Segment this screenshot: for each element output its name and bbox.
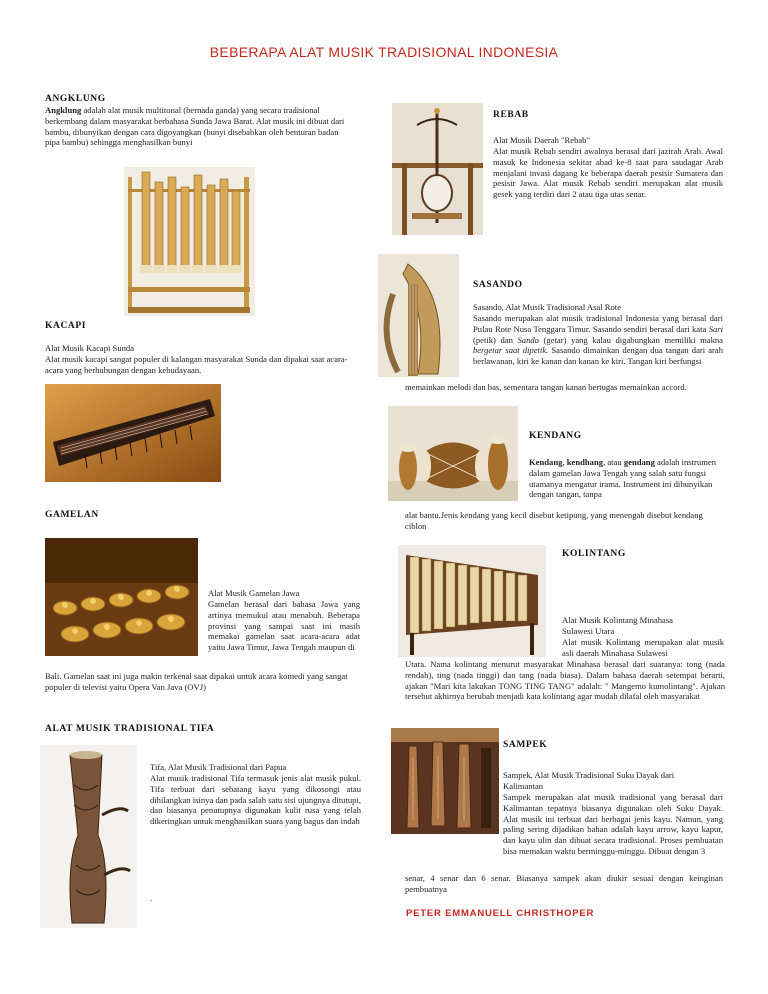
kendang-term-2: kendhang: [566, 457, 604, 467]
kendang-term-1: Kendang: [529, 457, 563, 467]
sampek-text-cont: senar, 4 senar dan 6 senar. Biasanya sampek akan diukir sesuai dengan keinginan pembuatnya: [405, 873, 723, 894]
kendang-image: [388, 406, 518, 501]
kacapi-image: [45, 384, 221, 482]
angklung-text: [45, 105, 351, 148]
sasando-heading: SASANDO: [473, 280, 523, 290]
kendang-separator-2: , atau: [603, 457, 622, 467]
gamelan-text-cont: Bali. Gamelan saat ini juga makin terkenal saat dipakai untuk acara komedi yang sangat populer di televisi yaitu Opera Van Java (OVJ): [45, 671, 348, 692]
tifa-dot: .: [150, 893, 153, 903]
sasando-text: [473, 313, 723, 367]
kendang-text-part1: adalah instrumen dalam gamelan Jawa Tengah yang salah satu fungsi utamanya mengatur irama.: [529, 457, 716, 489]
sasando-image: [378, 254, 459, 377]
rebab-heading: REBAB: [493, 110, 529, 120]
gamelan-image: [45, 538, 198, 656]
sasando-subtitle: Sasando, Alat Musik Tradisional Asal Rote: [473, 302, 622, 312]
angklung-description: adalah alat musik multitonal (bernada ganda) yang secara tradisional berkembang dalam masyarakat berbahasa Sunda Jawa Barat. Alat musik ini dibuat dari bambu, dibunyikan dengan cara digoyangkan (bunyi disebabkan oleh benturan badan pipa bambu) sehingga menghasilkan bunyi: [45, 105, 345, 148]
rebab-subtitle: Alat Musik Daerah "Rebab": [493, 135, 590, 145]
sasando-word-sari: Sari: [708, 323, 724, 334]
gamelan-heading: GAMELAN: [45, 510, 99, 520]
sasando-text-cont: memainkan melodi dan bas, sementara tangan kanan bertugas memainkan accord.: [405, 382, 687, 392]
kolintang-heading: KOLINTANG: [562, 549, 626, 559]
sasando-text-part4: Sasando dimainkan dengan dua tangan dari arah berlawanan, kiri ke kanan dan kanan ke kiri. Tangan kiri berfungsi: [473, 345, 723, 367]
sasando-text-part2: (petik) dan: [473, 334, 513, 345]
kolintang-text: Alat musik Kolintang merupakan alat musik asli daerah Minahasa Sulawesi: [562, 637, 724, 658]
rebab-text: Alat musik Rebab sendiri awalnya berasal dari jazirah Arab. Awal masuk ke Indonesia sekitar abad ke-8 saat para saudagar Arab menjalani invasi dagang ke beberapa daerah pesisir Sumatera dan pesisir Jawa. Alat musik Rebab sendiri merupakan alat musik gesek yang terdiri dari 2 atau tiga utas senar.: [493, 146, 723, 200]
tifa-text: Alat musik tradisional Tifa termasuk jenis alat musik pukul. Tifa terbuat dari sebatang kayu yang dikosongi atau dihilangkan isinya dan pada salah satu sisi ujungnya ditutupi, dan biasanya penutupnya digunakan kulit rusa yang telah dikeringkan untuk menghasilkan suara yang bagus dan indah: [150, 773, 361, 827]
kacapi-text: Alat musik kacapi sangat populer di kalangan masyarakat Sunda dan dipakai saat acara-acara yang berhubungan dengan kebudayaan.: [45, 354, 348, 375]
sampek-text: Sampek merupakan alat musik tradisional yang berasal dari Kalimantan tepatnya biasanya digunakan oleh Suku Dayak. Alat musik ini terbuat dari berbagai jenis kayu. Namun, yang paling sering dijadikan bahan adalah kayu arrow, kayu kapur, dan kayu ulin dan dibuat secara tradisional. Proses pembuatan bisa memakan waktu berminggu-minggu. Dibuat dengan 3: [503, 792, 723, 856]
kacapi-heading: KACAPI: [45, 321, 87, 331]
angklung-image: [124, 167, 255, 316]
kolintang-subtitle-2: Sulawesi Utara: [562, 626, 615, 636]
kendang-text: [529, 457, 724, 500]
gamelan-text: Gamelan berasal dari bahasa Jawa yang artinya memukul atau menabuh. Beberapa provinsi yang sampai saat ini masih memakai gamelan saat acara-acara adat yaitu Jawa Timur, Jawa Tengah maupun di: [208, 599, 360, 653]
kendang-separator-1: ,: [562, 457, 565, 467]
author-name: PETER EMMANUELL CHRISTHOPER: [406, 908, 595, 919]
gamelan-subtitle: Alat Musik Gamelan Jawa: [208, 588, 300, 598]
sampek-image: [391, 728, 499, 834]
sampek-heading: SAMPEK: [503, 740, 548, 750]
tifa-heading: ALAT MUSIK TRADISIONAL TIFA: [45, 724, 215, 734]
kolintang-image: [398, 545, 546, 657]
sasando-word-sando: Sando: [517, 334, 539, 345]
rebab-image: [392, 103, 483, 235]
angklung-term: Angklung: [45, 105, 82, 115]
tifa-image: [40, 745, 137, 928]
sampek-subtitle-1: Sampek, Alat Musik Tradisional Suku Dayak dari: [503, 770, 675, 780]
angklung-heading: ANGKLUNG: [45, 94, 106, 104]
sasando-text-part3: (getar) yang kalau digabungkan memiliki makna: [543, 334, 723, 345]
kendang-term-3: gendang: [623, 457, 655, 467]
sasando-text-part1: Sasando merupakan alat musik tradisional Indonesia yang berasal dari Pulau Rote Nusa Tenggara Timur. Sasando sendiri berasal dari kata: [473, 313, 723, 334]
sasando-word-meaning: bergetar saat dipetik.: [473, 345, 549, 356]
kendang-text-part2: Instrument ini dibunyikan dengan tangan, tanpa: [529, 478, 713, 500]
kolintang-text-cont: Utara. Nama kolintang menurut masyarakat Minahasa berasal dari suaranya: tong (nada rendah), ting (nada tinggi) dan tang (nada biasa). Dalam bahasa daerah setempat berarti, ajakan "Mari kita lakukan TONG TING TANG" adalah: " Mangemo kumolintang". Ajakan tersebut akhirnya berubah menjadi kata kolintang agar mudah dilafal oleh masyarakat: [405, 659, 725, 702]
sampek-subtitle-2: Kalimantan: [503, 781, 544, 791]
kendang-text-cont: alat bantu.Jenis kendang yang kecil disebut ketipung, yang menengah disebut kendang ciblon: [405, 510, 703, 531]
kendang-heading: KENDANG: [529, 431, 582, 441]
kolintang-subtitle-1: Alat Musik Kolintang Minahasa: [562, 615, 673, 625]
page-title: BEBERAPA ALAT MUSIK TRADISIONAL INDONESIA: [209, 44, 559, 60]
kacapi-subtitle: Alat Musik Kacapi Sunda: [45, 343, 135, 353]
tifa-subtitle: Tifa, Alat Musik Tradisional dari Papua: [150, 762, 287, 772]
